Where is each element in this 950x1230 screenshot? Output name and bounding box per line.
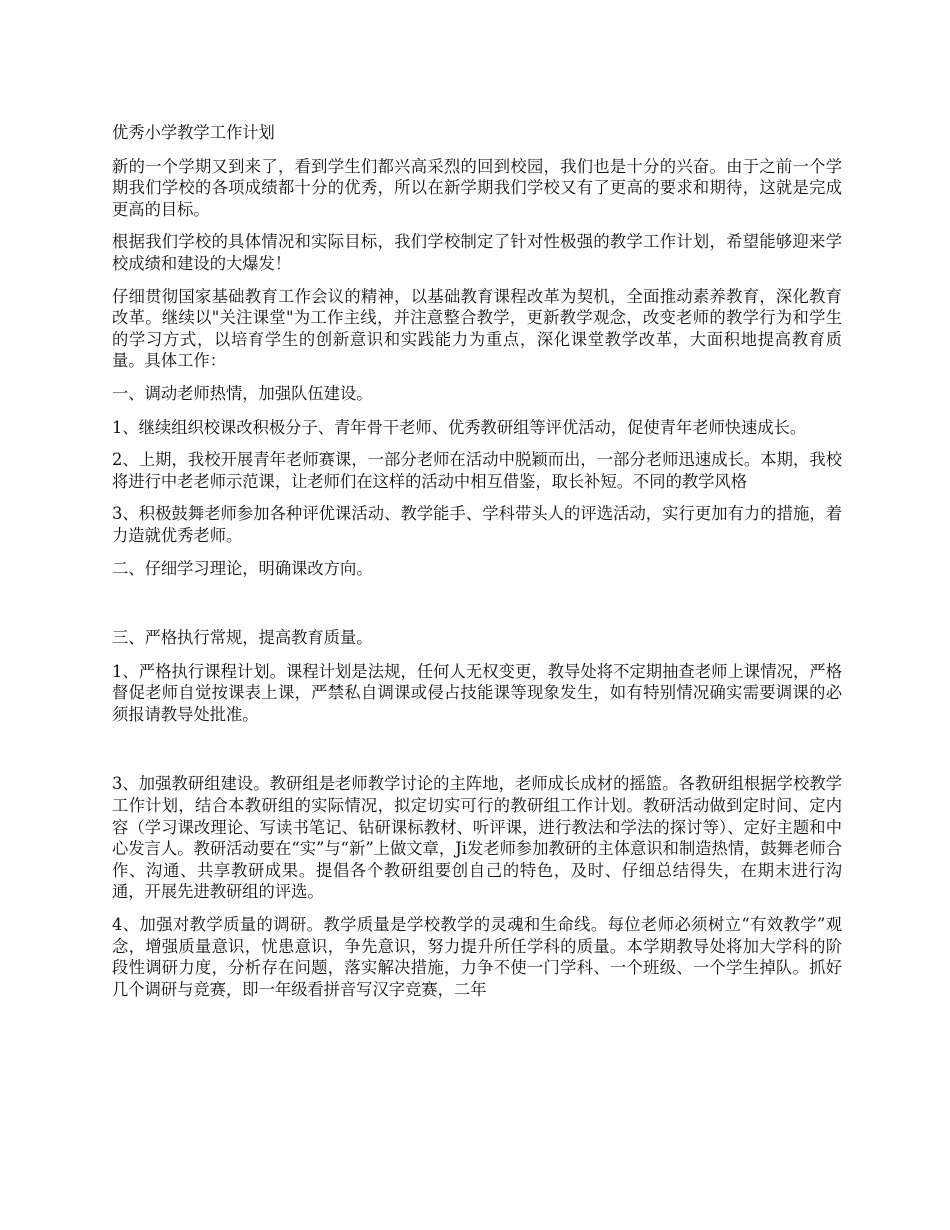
list-item-1-1: 1、继续组织校课改积极分子、青年骨干老师、优秀教研组等评优活动，促使青年老师快速成长。 — [112, 417, 807, 437]
list-item-3-4: 4、加强对教学质量的调研。教学质量是学校教学的灵魂和生命线。每位老师必须树立“有效教学”观念，增强质量意识，忧患意识，争先意识，努力提升所任学科的质量。本学期教导处将加大学科的阶段性调研力度，分析存在问题，落实解决措施，力争不使一门学科、一个班级、一个学生掉队。抓好几个调研与竞赛，即一年级看拼音写汉字竞赛，二年 — [112, 915, 842, 999]
section-heading-2: 二、仔细学习理论，明确课改方向。 — [112, 558, 373, 578]
paragraph-guiding-principle: 仔细贯彻国家基础教育工作会议的精神，以基础教育课程改革为契机，全面推动素养教育，深化教育改革。继续以"关注课堂"为工作主线，并注意整合教学，更新教学观念，改变老师的教学行为和学生的学习方式，以培育学生的创新意识和实践能力为重点，深化课堂教学改革，大面积地提高教育质量。具体工作： — [112, 286, 842, 371]
document-title: 优秀小学教学工作计划 — [112, 123, 275, 142]
document-page — [112, 122, 842, 1011]
section-heading-3: 三、严格执行常规，提高教育质量。 — [112, 628, 373, 648]
paragraph-plan-goal: 根据我们学校的具体情况和实际目标，我们学校制定了针对性极强的教学工作计划，希望能够迎来学校成绩和建设的大爆发！ — [112, 232, 842, 273]
list-item-1-2: 2、上期，我校开展青年老师赛课，一部分老师在活动中脱颖而出，一部分老师迅速成长。本期，我校将进行中老老师示范课，让老师们在这样的活动中相互借鉴，取长补短。不同的教学风格 — [112, 450, 842, 491]
section-heading-1: 一、调动老师热情，加强队伍建设。 — [112, 383, 373, 403]
list-item-3-1: 1、严格执行课程计划。课程计划是法规，任何人无权变更，教导处将不定期抽查老师上课情况，严格督促老师自觉按课表上课，严禁私自调课或侵占技能课等现象发生，如有特别情况确实需要调课的必须报请教导处批准。 — [112, 661, 842, 724]
paragraph-intro: 新的一个学期又到来了，看到学生们都兴高采烈的回到校园，我们也是十分的兴奋。由于之前一个学期我们学校的各项成绩都十分的优秀，所以在新学期我们学校又有了更高的要求和期待，这就是完成更高的目标。 — [112, 156, 842, 219]
list-item-3-3: 3、加强教研组建设。教研组是老师教学讨论的主阵地，老师成长成材的摇篮。各教研组根据学校教学工作计划，结合本教研组的实际情况，拟定切实可行的教研组工作计划。教研活动做到定时间、定内容（学习课改理论、写读书笔记、钻研课标教材、听评课，进行教法和学法的探讨等）、定好主题和中心发言人。教研活动要在“实”与“新”上做文章，Ji发老师参加教研的主体意识和制造热情，鼓舞老师合作、沟通、共享教研成果。提倡各个教研组要创自己的特色，及时、仔细总结得失，在期末进行沟通，开展先进教研组的评选。 — [112, 774, 842, 902]
list-item-1-3: 3、积极鼓舞老师参加各种评优课活动、教学能手、学科带头人的评选活动，实行更加有力的措施，着力造就优秀老师。 — [112, 504, 842, 545]
